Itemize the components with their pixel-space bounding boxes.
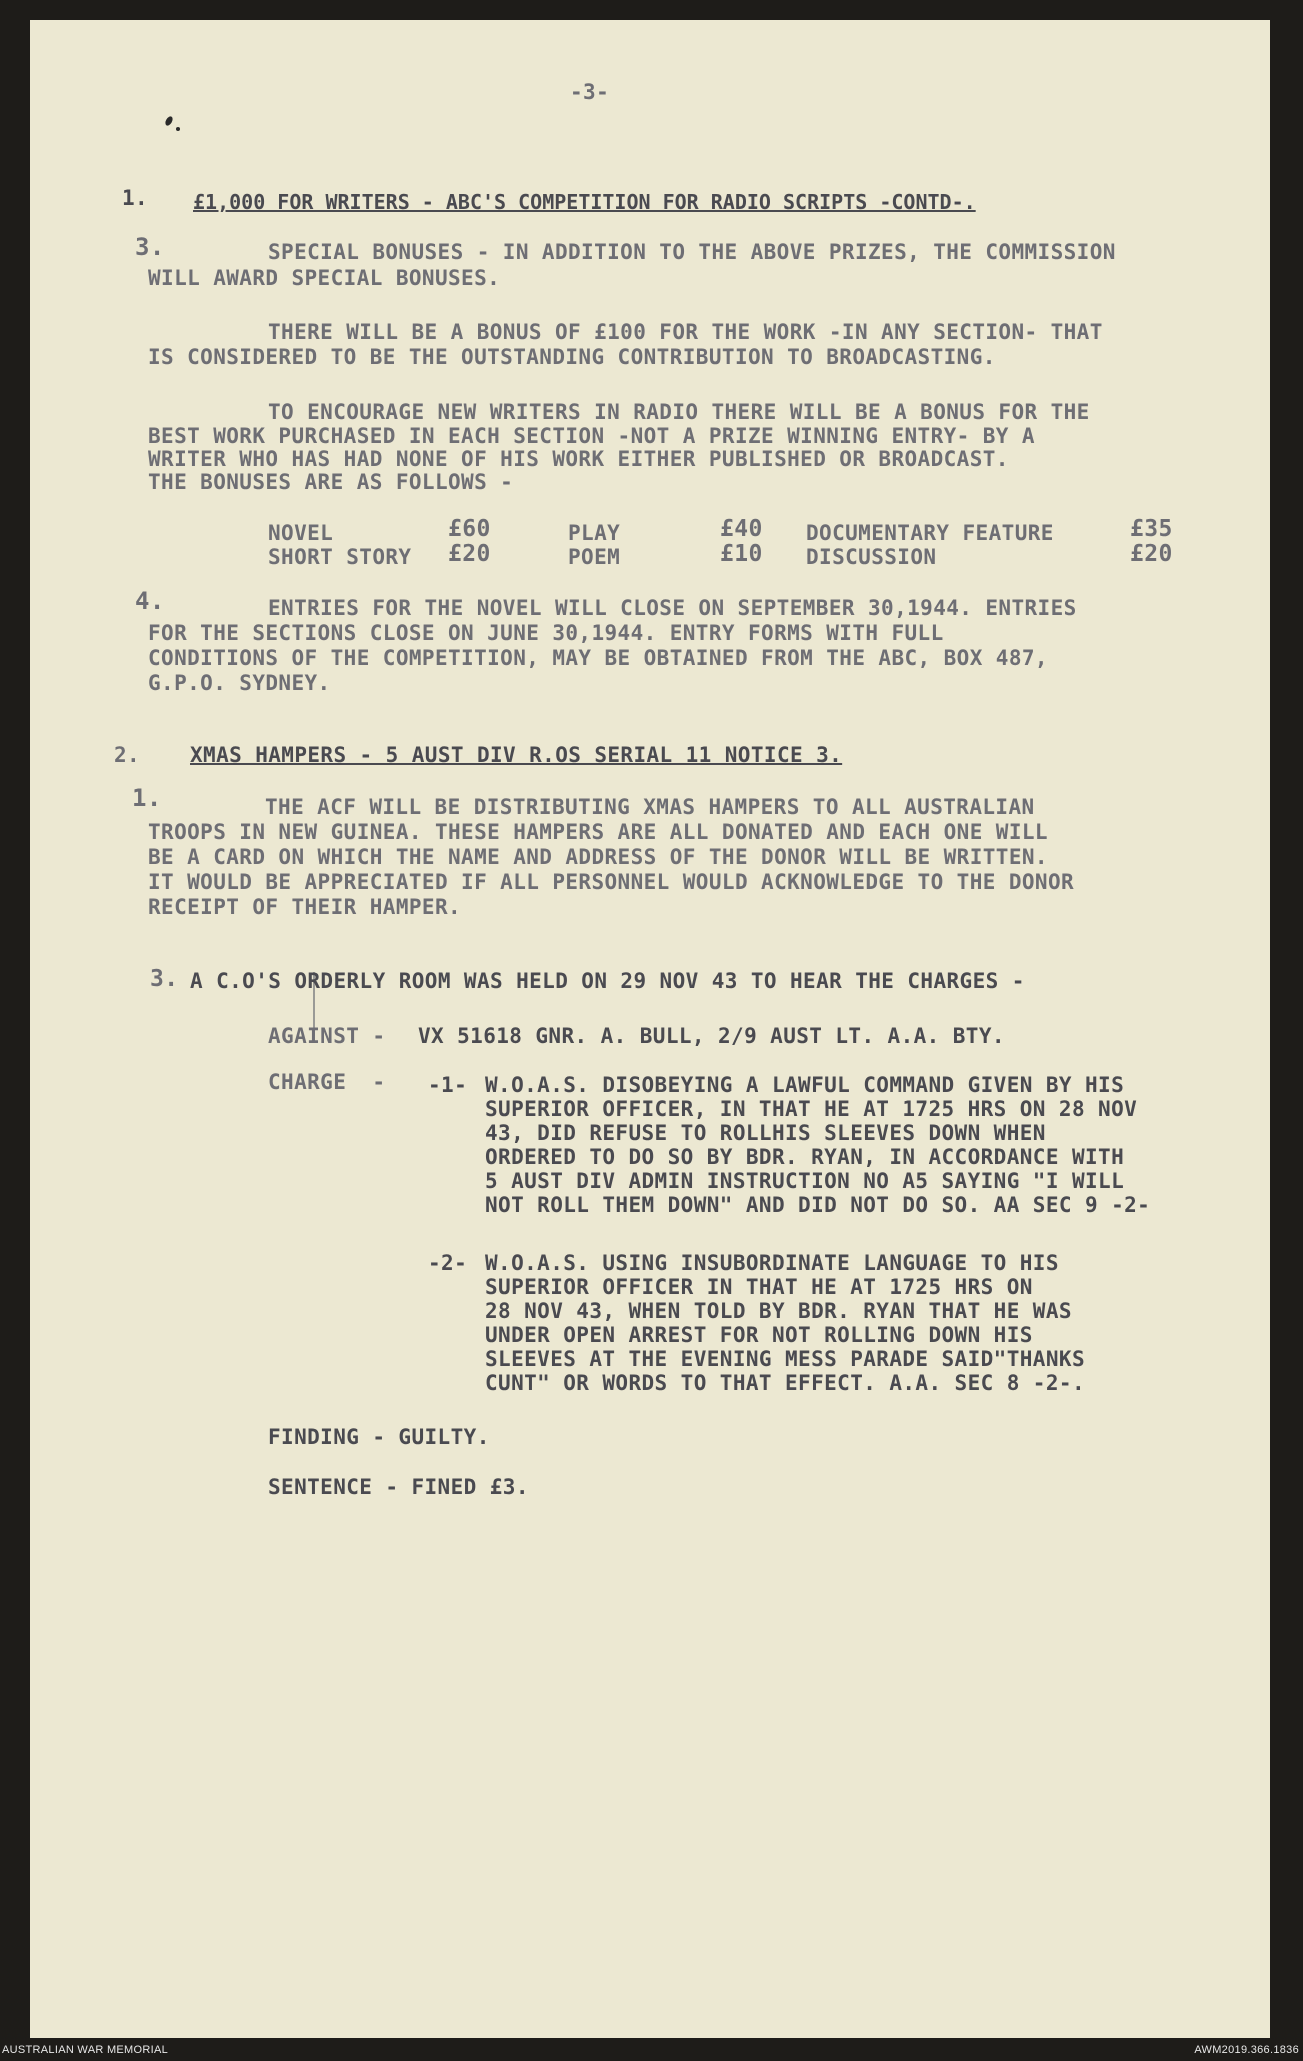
charge-2-line: CUNT" OR WORDS TO THAT EFFECT. A.A. SEC 8 -2-. [485, 1371, 1085, 1395]
bonus-name: SHORT STORY [268, 545, 412, 569]
section-1-heading: £1,000 FOR WRITERS - ABC'S COMPETITION FOR RADIO SCRIPTS -CONTD-. [193, 190, 976, 214]
section-1-number: 1. [122, 186, 149, 210]
para-4-line: G.P.O. SYDNEY. [148, 671, 331, 695]
charge-2-line: UNDER OPEN ARREST FOR NOT ROLLING DOWN HIS [485, 1323, 1033, 1347]
bonus-amount: £10 [720, 541, 763, 567]
bonus-amount: £60 [448, 516, 491, 542]
para-3c-line: THE BONUSES ARE AS FOLLOWS - [148, 470, 514, 494]
bonus-name: NOVEL [268, 521, 334, 545]
footer-accession-number: AWM2019.366.1836 [1194, 2044, 1299, 2056]
charge-1-line: ORDERED TO DO SO BY BDR. RYAN, IN ACCORDANCE WITH [485, 1145, 1125, 1169]
para-3-line: SPECIAL BONUSES - IN ADDITION TO THE ABOVE PRIZES, THE COMMISSION [268, 240, 1116, 264]
para-4-line: CONDITIONS OF THE COMPETITION, MAY BE OBTAINED FROM THE ABC, BOX 487, [148, 646, 1048, 670]
para-3-number: 3. [135, 233, 165, 261]
para-2-1-line: BE A CARD ON WHICH THE NAME AND ADDRESS OF THE DONOR WILL BE WRITTEN. [148, 845, 1048, 869]
para-2-1-line: TROOPS IN NEW GUINEA. THESE HAMPERS ARE ALL DONATED AND EACH ONE WILL [148, 820, 1048, 844]
charge-2-number: -2- [428, 1251, 468, 1275]
para-3b-line: THERE WILL BE A BONUS OF £100 FOR THE WORK -IN ANY SECTION- THAT [268, 320, 1103, 344]
finding: FINDING - GUILTY. [268, 1425, 490, 1449]
para-4-line: ENTRIES FOR THE NOVEL WILL CLOSE ON SEPTEMBER 30,1944. ENTRIES [268, 596, 1077, 620]
bonus-amount: £20 [448, 541, 491, 567]
charge-1-line: NOT ROLL THEM DOWN" AND DID NOT DO SO. AA SEC 9 -2- [485, 1193, 1151, 1217]
bonus-name: PLAY [568, 521, 621, 545]
charge-1-line: 43, DID REFUSE TO ROLLHIS SLEEVES DOWN WHEN [485, 1121, 1046, 1145]
para-2-1-line: THE ACF WILL BE DISTRIBUTING XMAS HAMPERS TO ALL AUSTRALIAN [265, 795, 1035, 819]
para-2-1-line: RECEIPT OF THEIR HAMPER. [148, 895, 462, 919]
bonus-name: POEM [568, 545, 621, 569]
para-3c-line: WRITER WHO HAS HAD NONE OF HIS WORK EITHER PUBLISHED OR BROADCAST. [148, 447, 1009, 471]
para-3b-line: IS CONSIDERED TO BE THE OUTSTANDING CONTRIBUTION TO BROADCASTING. [148, 345, 996, 369]
bonus-name: DOCUMENTARY FEATURE [806, 521, 1054, 545]
bonus-name: DISCUSSION [806, 545, 937, 569]
section-3-intro: A C.O'S ORDERLY ROOM WAS HELD ON 29 NOV 43 TO HEAR THE CHARGES - [190, 969, 1025, 993]
sentence: SENTENCE - FINED £3. [268, 1475, 529, 1499]
section-2-number: 2. [114, 743, 141, 767]
charge-label: CHARGE - [268, 1070, 386, 1094]
charge-2-line: 28 NOV 43, WHEN TOLD BY BDR. RYAN THAT HE WAS [485, 1299, 1072, 1323]
para-4-line: FOR THE SECTIONS CLOSE ON JUNE 30,1944. ENTRY FORMS WITH FULL [148, 621, 944, 645]
bonus-amount: £40 [720, 516, 763, 542]
para-4-number: 4. [135, 587, 165, 615]
bonus-amount: £35 [1130, 516, 1173, 542]
para-2-1-number: 1. [132, 784, 162, 812]
ink-mark [176, 127, 180, 131]
charge-1-number: -1- [428, 1073, 468, 1097]
charge-2-line: SLEEVES AT THE EVENING MESS PARADE SAID"THANKS [485, 1347, 1085, 1371]
bonus-amount: £20 [1130, 541, 1173, 567]
against-text: VX 51618 GNR. A. BULL, 2/9 AUST LT. A.A. BTY. [418, 1024, 1005, 1048]
para-3-line: WILL AWARD SPECIAL BONUSES. [148, 266, 501, 290]
section-2-heading: XMAS HAMPERS - 5 AUST DIV R.OS SERIAL 11 NOTICE 3. [190, 743, 843, 767]
charge-1-line: SUPERIOR OFFICER, IN THAT HE AT 1725 HRS ON 28 NOV [485, 1097, 1138, 1121]
para-3c-line: TO ENCOURAGE NEW WRITERS IN RADIO THERE WILL BE A BONUS FOR THE [268, 400, 1090, 424]
charge-1-line: W.O.A.S. DISOBEYING A LAWFUL COMMAND GIVEN BY HIS [485, 1073, 1125, 1097]
page-number: -3- [570, 80, 610, 104]
para-2-1-line: IT WOULD BE APPRECIATED IF ALL PERSONNEL WOULD ACKNOWLEDGE TO THE DONOR [148, 870, 1075, 894]
charge-2-line: W.O.A.S. USING INSUBORDINATE LANGUAGE TO HIS [485, 1251, 1059, 1275]
para-3c-line: BEST WORK PURCHASED IN EACH SECTION -NOT A PRIZE WINNING ENTRY- BY A [148, 424, 1035, 448]
charge-1-line: 5 AUST DIV ADMIN INSTRUCTION NO A5 SAYING "I WILL [485, 1169, 1125, 1193]
charge-2-line: SUPERIOR OFFICER IN THAT HE AT 1725 HRS ON [485, 1275, 1033, 1299]
footer-archive-name: AUSTRALIAN WAR MEMORIAL [2, 2044, 169, 2056]
against-label: AGAINST - [268, 1024, 386, 1048]
section-3-number: 3. [150, 966, 179, 992]
